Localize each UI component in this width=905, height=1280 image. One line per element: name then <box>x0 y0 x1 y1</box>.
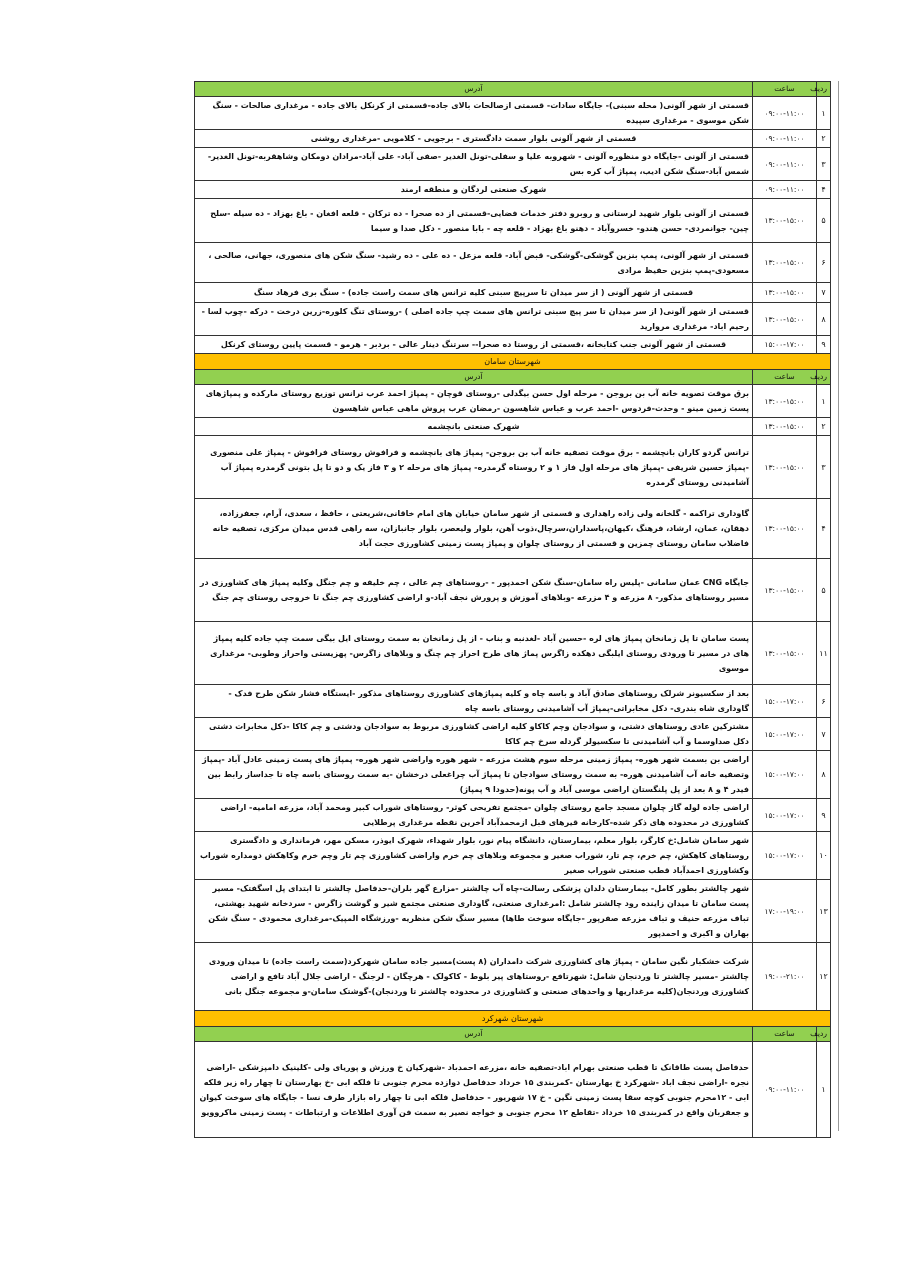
row-number: ۸ <box>817 751 831 799</box>
table-row <box>195 622 831 685</box>
outage-address: قسمتی از شهر آلونی، پمپ بنزین گوشکی-گوشکی- قبض آباد- قلعه مزعل - ده علی - ده رشید- سنگ شکن های منصوری، جهانی، صالحی ، مسعودی-پمپ بنزین حفیظ مرادی <box>195 243 753 283</box>
outage-time: ۱۹:۰۰-۲۱:۰۰ <box>753 943 817 1011</box>
header-address: آدرس <box>195 370 753 385</box>
row-number: ۱ <box>817 385 831 418</box>
outage-address: قسمتی از شهر آلونی جنب کتابخانه ،قسمتی از روستا ده صحرا-- سرتنگ دینار عالی - بردبر - هرمو - قسمت پایین روستای کرنکل <box>195 336 753 354</box>
outage-address: قسمتی از شهر آلونی( محله سبنی)- جایگاه سادات- قسمتی ازصالحات بالای جاده-قسمتی از کرنکل بالای جاده - مرغداری صالحات - سنگ شکن موسوی - مرغداری سپیده <box>195 97 753 130</box>
outage-schedule-document <box>194 81 830 1138</box>
outage-table <box>194 81 831 1138</box>
row-number: ۴ <box>817 181 831 199</box>
header-num: ردیف <box>817 1027 831 1042</box>
outage-time: ۱۳:۰۰-۱۵:۰۰ <box>753 436 817 499</box>
table-row <box>195 751 831 799</box>
table-row <box>195 685 831 718</box>
outage-address: گاوداری تراکمه - گلخانه ولی زاده راهداری و قسمتی از شهر سامان خیابان های امام خاقانی،شریعتی ، حافظ ، سعدی، آرام، جعفرزاده، دهقان، عمان، ارشاد، فرهنگ ،کیهان،پاسداران،سرچال،ذوب آهن، بلوار ولیعصر، بلوار جانبازان، سه راهی قدس میدان مرکزی، تصفیه خانه فاضلاب سامان روستای چمزین و قسمتی از روستای چلوان و پمپاژ پست زمینی کشاورزی حجت آباد <box>195 499 753 559</box>
column-header-row <box>195 370 831 385</box>
row-number: ۹ <box>817 799 831 832</box>
outage-time: ۰۹:۰۰-۱۱:۰۰ <box>753 181 817 199</box>
outage-time: ۱۳:۰۰-۱۵:۰۰ <box>753 622 817 685</box>
outage-address: شهرک صنعتی بانچشمه <box>195 418 753 436</box>
table-row <box>195 499 831 559</box>
outage-address: جایگاه CNG عمان سامانی -پلیس راه سامان-سنگ شکن احمدپور - -روستاهای چم عالی ، چم خلیفه و چم جنگل وکلیه پمپاژ های کشاورزی در مسیر روستاهای مذکور- ۸ مزرعه و ۴ مزرعه -وبلاهای آموزش و پرورش نجف آباد-و اراضی کشاورزی چم جنگ تا خروجی روستای چم جنگ <box>195 559 753 622</box>
outage-address: قسمتی از شهر آلونی( از سر میدان تا سر پیچ سبنی ترانس های سمت چپ جاده اصلی ) -روستای تنگ کلوره-زرین درخت - درکه -چوب لسا - رحیم اباد- مرغداری مروارید <box>195 303 753 336</box>
row-number: ۲ <box>817 418 831 436</box>
outage-time: ۰۹:۰۰-۱۱:۰۰ <box>753 97 817 130</box>
outage-time: ۱۵:۰۰-۱۷:۰۰ <box>753 799 817 832</box>
row-number: ۱ <box>817 1042 831 1138</box>
outage-time: ۱۳:۰۰-۱۵:۰۰ <box>753 499 817 559</box>
outage-time: ۱۵:۰۰-۱۷:۰۰ <box>753 685 817 718</box>
page-edge-line <box>838 81 839 1131</box>
outage-address: شرکت خشکبار نگین سامان - پمپاژ های کشاورزی شرکت دامداران (۸ پست)مسیر جاده سامان شهرکرد(سمت راست جاده) تا میدان ورودی چالشتر -مسیر چالشتر تا وردنجان شامل: شهرتافع -روستاهای پیر بلوط - کاکولک - هرچگان - لرجنگ - اراضی جلال آباد تافع و اراضی کشاورزی وردنجان(کلیه مرغداریها و واحدهای صنعتی و کشاورزی در محدوده چالشتر تا وردنجان)-گوشتک سامان-و مجموعه جنگل بانی <box>195 943 753 1011</box>
row-number: ۸ <box>817 303 831 336</box>
table-row <box>195 1042 831 1138</box>
header-num: ردیف <box>817 82 831 97</box>
region-title: شهرستان سامان <box>195 354 831 370</box>
row-number: ۳ <box>817 148 831 181</box>
row-number: ۲ <box>817 130 831 148</box>
header-num: ردیف <box>817 370 831 385</box>
table-row <box>195 130 831 148</box>
row-number: ۱۲ <box>817 943 831 1011</box>
row-number: ۱۳ <box>817 880 831 943</box>
row-number: ۴ <box>817 499 831 559</box>
outage-address: قسمتی از شهر آلونی ( از سر میدان تا سرپیچ سبنی کلیه ترانس های سمت راست جاده) - سنگ بری فرهاد سنگ <box>195 283 753 303</box>
row-number: ۵ <box>817 199 831 243</box>
header-time: ساعت <box>753 370 817 385</box>
outage-time: ۱۵:۰۰-۱۷:۰۰ <box>753 751 817 799</box>
table-row <box>195 832 831 880</box>
outage-time: ۱۳:۰۰-۱۵:۰۰ <box>753 385 817 418</box>
table-row <box>195 943 831 1011</box>
outage-time: ۱۳:۰۰-۱۵:۰۰ <box>753 559 817 622</box>
row-number: ۱۱ <box>817 622 831 685</box>
region-title-row <box>195 354 831 370</box>
outage-address: شهرک صنعتی لردگان و منطقه ارمند <box>195 181 753 199</box>
outage-time: ۱۵:۰۰-۱۷:۰۰ <box>753 832 817 880</box>
outage-time: ۱۳:۰۰-۱۵:۰۰ <box>753 418 817 436</box>
column-header-row <box>195 1027 831 1042</box>
row-number: ۳ <box>817 436 831 499</box>
table-row <box>195 148 831 181</box>
outage-address: پست سامان تا پل زمانخان پمپاژ های لره -حسین آباد -لغدنبه و بناب - از پل زمانخان به سمت روستای ایل بیگی سمت چپ جاده کلیه پمپاژ های در مسیر تا ورودی روستای ایلبگی دهکده زاگرس پماژ های طرح احراز چم چنگ و وبلاهای زاگرس- پهزیستی واحراز وطوبی- مرغداری موسوی <box>195 622 753 685</box>
table-row <box>195 799 831 832</box>
column-header-row <box>195 82 831 97</box>
outage-time: ۱۳:۰۰-۱۵:۰۰ <box>753 243 817 283</box>
outage-address: مشترکین عادی روستاهای دشتی، و سوادجان وچم کاکاو کلیه اراضی کشاورزی مربوط به سوادجان ودشتی و چم کاکا -دکل مخابرات دشتی دکل صداوسما و آب آشامیدنی تا سکسیولر گردله سرخ چم کاکا <box>195 718 753 751</box>
outage-time: ۱۵:۰۰-۱۷:۰۰ <box>753 336 817 354</box>
table-row <box>195 243 831 283</box>
outage-address: حدفاصل پست طاقانک تا قطب صنعتی بهرام اباد-تصفیه خانه ،مزرعه احمدباد -شهرکیان خ ورزش و پوریای ولی -کلینیک دامپزشکی -اراضی نجره -اراضی نجف اباد -شهرکرد خ بهارستان -کمربندی ۱۵ خرداد حدفاصل دوازده محرم جنوبی تا فلکه ابی -خ بهارستان تا چهار راه زیر فلکه ابی - ۱۲محرم جنوبی کوچه سقا پست زمینی نگین - خ ۱۷ شهریور - حدفاصل فلکه ابی تا چهار راه بازار طرف نسا - جایگاه های سوخت کیوان و جعفربان واقع در کمربندی ۱۵ خرداد -تقاطع ۱۲ محرم جنوبی و خواجه نصیر به سمت فن آوری اطلاعات و ارتباطات - پست زمینی ماکروویو <box>195 1042 753 1138</box>
table-row <box>195 436 831 499</box>
outage-time: ۱۷:۰۰-۱۹:۰۰ <box>753 880 817 943</box>
row-number: ۱۰ <box>817 832 831 880</box>
table-row <box>195 559 831 622</box>
outage-address: اراضی بن بسمت شهر هوره- پمپاژ زمینی مرحله سوم هشت مزرعه - شهر هوره واراضی شهر هوره- پمپاژ های پست زمینی عادل آباد -پمپاژ وتصفیه خانه آب آشامیدنی هوره- به سمت روستای سوادجان تا پمپاژ آب چراغعلی درخشان -به سمت روستای باسه چاه تا جداساز رابط بین فیدر ۴ و ۸ بعد از پل پلنگستان اراضی موسی آباد و آب پونه(حدودا ۹ پمپاژ) <box>195 751 753 799</box>
table-row <box>195 418 831 436</box>
row-number: ۷ <box>817 718 831 751</box>
outage-address: شهر سامان شامل:خ کارگر، بلوار معلم، بیمارستان، دانشگاه پیام نور، بلوار شهداء، شهرک ایوذر، مسکن مهر، فرمانداری و دادگستری روستاهای کاهکش، چم خرم، چم تار، شوراب صغیر و مجموعه وبلاهای چم خرم واراضی کشاورزی چم تار وچم خرم وکاهکش دومداره شوراب وکشاورزی احمدآباد قطب صنعتی شوراب صغیر <box>195 832 753 880</box>
outage-address: ترانس گردو کاران بانچشمه - برق موقت تصفیه خانه آب بن بروجن- پمپاژ های بانچشمه و فرافوش روستای فرافوش - پمپاژ علی منصوری -پمپاژ حسین شریفی -پمپاژ های مرحله اول فاز ۱ و ۲ روستاه گرمدره- پمپاژ های مرحله ۲ و ۳ فاز یک و دو تا پل بتونی گرمدره پمپاژ آب آشامیدنی روستای گرمدره <box>195 436 753 499</box>
outage-time: ۱۳:۰۰-۱۵:۰۰ <box>753 303 817 336</box>
table-row <box>195 718 831 751</box>
outage-time: ۱۳:۰۰-۱۵:۰۰ <box>753 199 817 243</box>
header-time: ساعت <box>753 82 817 97</box>
outage-time: ۰۹:۰۰-۱۱:۰۰ <box>753 148 817 181</box>
outage-address: برق موقت تصویه خانه آب بن بروجن - مرحله اول حسن بیگدلی -روستای قوچان - پمپاژ احمد عرب ترانس توزیع روستای مارکده و پمپاژهای پست زمین مینو - وحدت-فردوس -احمد عرب و عباس شاهسون -رمضان عرب پروش ماهی عباس شاهسون <box>195 385 753 418</box>
table-row <box>195 336 831 354</box>
region-title: شهرستان شهرکرد <box>195 1011 831 1027</box>
row-number: ۶ <box>817 243 831 283</box>
row-number: ۷ <box>817 283 831 303</box>
table-row <box>195 303 831 336</box>
outage-address: اراضی جاده لوله گاز چلوان مسجد جامع روستای چلوان -مجتمع تفریحی کوثر- روستاهای شوراب کبیر ومحمد آباد، مزرعه امامیه- اراضی کشاورزی در محدوده های ذکر شده-کارخانه قیرهای قبل ازمحمدآباد آخرین نقطه مرغداری پرطلایی <box>195 799 753 832</box>
header-address: آدرس <box>195 1027 753 1042</box>
outage-address: قسمتی از شهر آلونی بلوار سمت دادگستری - برجویی - کلامویی -مرغداری روشنی <box>195 130 753 148</box>
row-number: ۹ <box>817 336 831 354</box>
row-number: ۱ <box>817 97 831 130</box>
table-row <box>195 97 831 130</box>
outage-address: قسمتی از آلونی بلوار شهید لرستانی و روبرو دفتر خدمات فضایی-قسمتی از ده صحرا - ده ترکان - قلعه افغان - باغ بهزاد - ده سیله -سلح چین- جوانمردی- حسن هندو- خسروآباد - دهنو باغ بهزاد - قلعه چه - بابا منصور - دکل صدا و سیما <box>195 199 753 243</box>
header-address: آدرس <box>195 82 753 97</box>
outage-address: قسمتی از آلونی -جایگاه دو منظوره آلونی - شهروبه علیا و سفلی-تونل الغدیر -صفی آباد- علی آباد-مرادان دومکان وشاهقربه-تونل الغدیر-شمس آباد-سنگ شکن ادیب، پمپاژ آب کره بس <box>195 148 753 181</box>
table-row <box>195 880 831 943</box>
table-row <box>195 181 831 199</box>
row-number: ۵ <box>817 559 831 622</box>
outage-time: ۰۹:۰۰-۱۱:۰۰ <box>753 130 817 148</box>
header-time: ساعت <box>753 1027 817 1042</box>
outage-address: بعد از سکسیونر شرلک روستاهای صادق آباد و باسه چاه و کلیه پمپاژهای کشاورزی روستاهای مذکور -ایستگاه فشار شکن طرح فدک - گاوداری شاه بندری- دکل مخابراتی-پمپاژ آب آشامیدنی روستای باسه چاه <box>195 685 753 718</box>
outage-address: شهر چالشتر بطور کامل- بیمارستان دلدان پزشکی رسالت-چاه آب چالشتر -مزارع گهر بلران-حدفاصل چالشتر تا ابتدای پل اسگفتک- مسیر پست سامان تا میدان زاینده رود چالشتر شامل :امرغداری صنعتی، گاوداری صنعتی مجتمع شیر و گوشت زاگرس - سردخانه شهید بهشتی، تباف مزرعه حنیف و تباف مزرعه صفرپور -جایگاه سوخت طاها) مسیر سنگ شکن منظریه -ورزشگاه المپیک-مرغداری محمودی - سنگ شکن بهاران و اکبری و احمدپور <box>195 880 753 943</box>
outage-time: ۱۵:۰۰-۱۷:۰۰ <box>753 718 817 751</box>
table-row <box>195 199 831 243</box>
outage-time: ۱۳:۰۰-۱۵:۰۰ <box>753 283 817 303</box>
region-title-row <box>195 1011 831 1027</box>
table-row <box>195 283 831 303</box>
table-row <box>195 385 831 418</box>
row-number: ۶ <box>817 685 831 718</box>
outage-time: ۰۹:۰۰-۱۱:۰۰ <box>753 1042 817 1138</box>
